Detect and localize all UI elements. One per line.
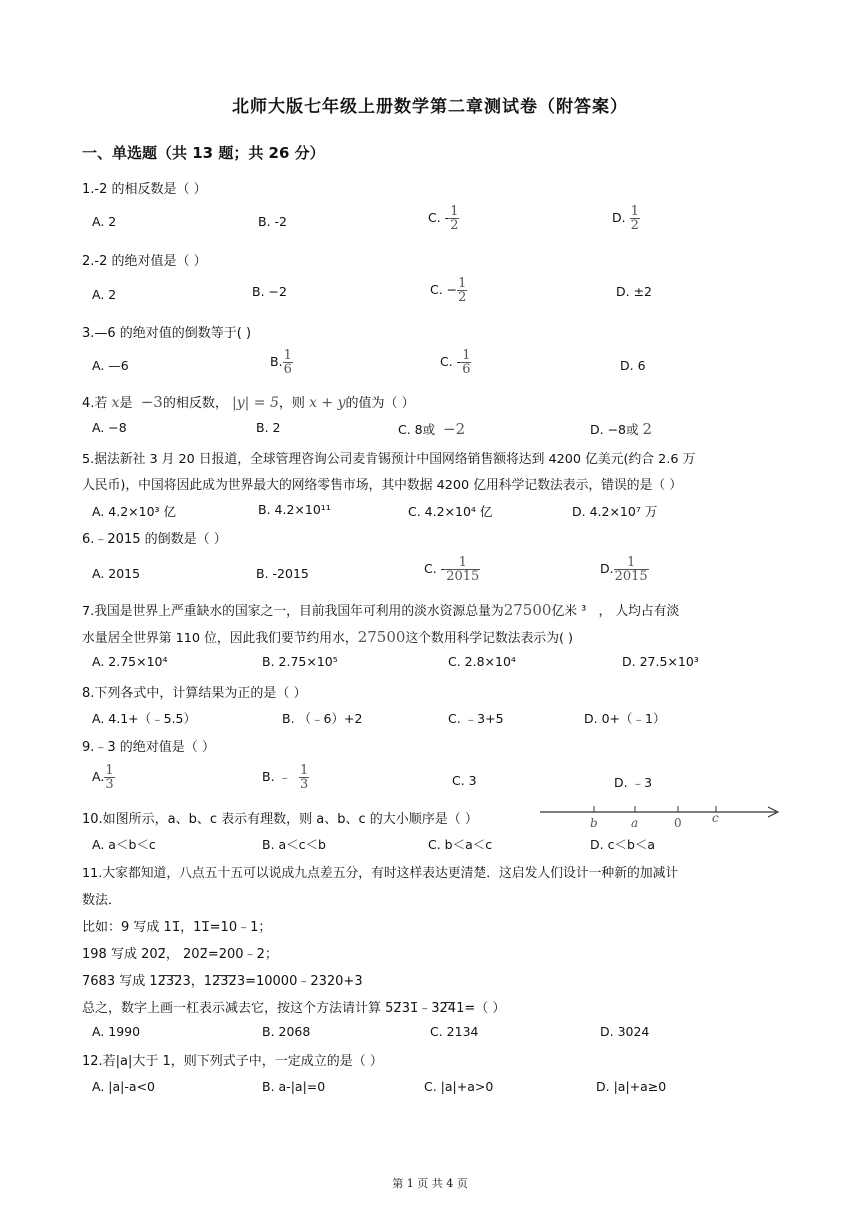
q7-option-d[interactable]: D. 27.5×10³ bbox=[622, 654, 699, 669]
fraction: $\frac{1}{6}$ bbox=[462, 348, 471, 377]
q8-option-a[interactable]: A. 4.1+（﹣5.5） bbox=[92, 711, 197, 726]
q10-option-b[interactable]: B. a＜c＜b bbox=[262, 837, 326, 852]
question-10-stem: 10.如图所示，a、b、c 表示有理数，则 a、b、c 的大小顺序是（ ） bbox=[82, 812, 478, 827]
q12-option-d[interactable]: D. |a|+a≥0 bbox=[596, 1079, 667, 1094]
q11-option-c[interactable]: C. 2134 bbox=[430, 1024, 479, 1039]
page-title: 北师大版七年级上册数学第二章测试卷（附答案） bbox=[232, 97, 628, 117]
q12-option-a[interactable]: A. |a|-a<0 bbox=[92, 1079, 155, 1094]
q6-option-c[interactable]: C. - $\frac{1}{2015}$ bbox=[424, 555, 480, 584]
page-footer: 第 1 页 共 4 页 bbox=[392, 1177, 468, 1190]
q11-option-a[interactable]: A. 1990 bbox=[92, 1024, 141, 1039]
fraction: $\frac{1}{6}$ bbox=[283, 348, 292, 377]
q6-option-b[interactable]: B. -2015 bbox=[256, 566, 309, 581]
q5-option-b[interactable]: B. 4.2×10¹¹ bbox=[258, 502, 331, 517]
q4-option-b[interactable]: B. 2 bbox=[256, 420, 281, 435]
question-2-stem: 2.-2 的绝对值是（ ） bbox=[82, 254, 207, 269]
question-11-example-1: 比如：9 写成 11，11=10﹣1； bbox=[82, 920, 272, 935]
question-3-stem: 3.—6 的绝对值的倒数等于( ) bbox=[82, 326, 252, 341]
q9-option-c[interactable]: C. 3 bbox=[452, 773, 477, 788]
q10-option-d[interactable]: D. c＜b＜a bbox=[590, 837, 656, 852]
question-11-summary: 总之，数字上画一杠表示减去它，按这个方法请计算 5231﹣3241=（ ） bbox=[82, 1001, 506, 1016]
question-11-example-2: 198 写成 202， 202=200﹣2； bbox=[82, 947, 278, 962]
question-5-line-2: 人民币)，中国将因此成为世界最大的网络零售市场，其中数据 4200 亿用科学记数法表示，错误的是（ ） bbox=[82, 478, 683, 493]
label-a: a bbox=[631, 816, 639, 830]
q10-option-c[interactable]: C. b＜a＜c bbox=[428, 837, 493, 852]
q7-option-a[interactable]: A. 2.75×10⁴ bbox=[92, 654, 168, 669]
label-zero: 0 bbox=[674, 816, 682, 830]
question-11-line-1: 11.大家都知道，八点五十五可以说成九点差五分，有时这样表达更清楚．这启发人们设计一种新的加减计 bbox=[82, 866, 679, 881]
question-9-stem: 9.﹣3 的绝对值是（ ） bbox=[82, 740, 215, 755]
question-11-example-3: 7683 写成 12323，12323=10000﹣2320+3 bbox=[82, 974, 363, 989]
question-6-stem: 6.﹣2015 的倒数是（ ） bbox=[82, 532, 227, 547]
q12-option-c[interactable]: C. |a|+a>0 bbox=[424, 1079, 494, 1094]
question-7-line-1: 7.我国是世界上严重缺水的国家之一，目前我国年可利用的淡水资源总量为27500亿米 ³ ， 人均占有淡 bbox=[82, 601, 680, 619]
q1-option-a[interactable]: A. 2 bbox=[92, 214, 117, 229]
q8-option-b[interactable]: B. （﹣6）+2 bbox=[282, 711, 363, 726]
fraction: $\frac{1}{3}$ bbox=[299, 763, 309, 792]
q9-option-d[interactable]: D. ﹣3 bbox=[614, 775, 653, 790]
fraction: $\frac{1}{2}$ bbox=[450, 204, 459, 233]
q1-option-c[interactable]: C. - $\frac{1}{2}$ bbox=[428, 204, 459, 233]
q1-option-b[interactable]: B. -2 bbox=[258, 214, 287, 229]
q11-option-b[interactable]: B. 2068 bbox=[262, 1024, 311, 1039]
q10-option-a[interactable]: A. a＜b＜c bbox=[92, 837, 156, 852]
question-8-stem: 8.下列各式中，计算结果为正的是（ ） bbox=[82, 686, 307, 701]
q3-option-b[interactable]: B. $\frac{1}{6}$ bbox=[270, 348, 292, 377]
q8-option-c[interactable]: C. ﹣3+5 bbox=[448, 711, 504, 726]
q5-option-d[interactable]: D. 4.2×10⁷ 万 bbox=[572, 504, 658, 519]
q4-option-a[interactable]: A. −8 bbox=[92, 420, 127, 435]
question-1-stem: 1.-2 的相反数是（ ） bbox=[82, 182, 207, 197]
q9-option-b[interactable]: B. ﹣ $\frac{1}{3}$ bbox=[262, 763, 309, 792]
number-line-diagram bbox=[538, 800, 782, 830]
q9-option-a[interactable]: A. $\frac{1}{3}$ bbox=[92, 763, 114, 792]
fraction: $\frac{1}{2015}$ bbox=[614, 555, 648, 584]
question-12-stem: 12.若|a|大于 1，则下列式子中，一定成立的是（ ） bbox=[82, 1054, 383, 1069]
question-5-line-1: 5.据法新社 3 月 20 日报道，全球管理咨询公司麦肯锡预计中国网络销售额将达到 4200 亿美元(约合 2.6 万 bbox=[82, 452, 696, 467]
label-c: c bbox=[712, 811, 719, 825]
q2-option-c[interactable]: C. − $\frac{1}{2}$ bbox=[430, 276, 467, 305]
q1-option-d[interactable]: D. $\frac{1}{2}$ bbox=[612, 204, 639, 233]
fraction: $\frac{1}{2}$ bbox=[458, 276, 467, 305]
label-b: b bbox=[590, 816, 598, 830]
question-4-stem: 4.若 x是 −3的相反数， |y| = 5，则 x + y的值为（ ） bbox=[82, 393, 415, 411]
question-7-line-2: 水量居全世界第 110 位，因此我们要节约用水，27500这个数用科学记数法表示为( ) bbox=[82, 628, 574, 646]
q8-option-d[interactable]: D. 0+（﹣1） bbox=[584, 711, 666, 726]
q6-option-d[interactable]: D. $\frac{1}{2015}$ bbox=[600, 555, 648, 584]
q5-option-c[interactable]: C. 4.2×10⁴ 亿 bbox=[408, 504, 493, 519]
fraction: $\frac{1}{2}$ bbox=[630, 204, 639, 233]
q3-option-a[interactable]: A. —6 bbox=[92, 358, 129, 373]
q7-option-b[interactable]: B. 2.75×10⁵ bbox=[262, 654, 338, 669]
question-11-line-2: 数法． bbox=[82, 893, 122, 908]
q2-option-d[interactable]: D. ±2 bbox=[616, 284, 652, 299]
q7-option-c[interactable]: C. 2.8×10⁴ bbox=[448, 654, 516, 669]
q6-option-a[interactable]: A. 2015 bbox=[92, 566, 141, 581]
q3-option-d[interactable]: D. 6 bbox=[620, 358, 646, 373]
q4-option-c[interactable]: C. 8或 −2 bbox=[398, 420, 466, 438]
fraction: $\frac{1}{2015}$ bbox=[446, 555, 480, 584]
section-heading: 一、单选题（共 13 题；共 26 分） bbox=[82, 144, 325, 162]
fraction: $\frac{1}{3}$ bbox=[105, 763, 114, 792]
q2-option-a[interactable]: A. 2 bbox=[92, 287, 117, 302]
q2-option-b[interactable]: B. −2 bbox=[252, 284, 287, 299]
q4-option-d[interactable]: D. −8或 2 bbox=[590, 420, 653, 438]
q5-option-a[interactable]: A. 4.2×10³ 亿 bbox=[92, 504, 177, 519]
q3-option-c[interactable]: C. - $\frac{1}{6}$ bbox=[440, 348, 471, 377]
q12-option-b[interactable]: B. a-|a|=0 bbox=[262, 1079, 326, 1094]
q11-option-d[interactable]: D. 3024 bbox=[600, 1024, 650, 1039]
